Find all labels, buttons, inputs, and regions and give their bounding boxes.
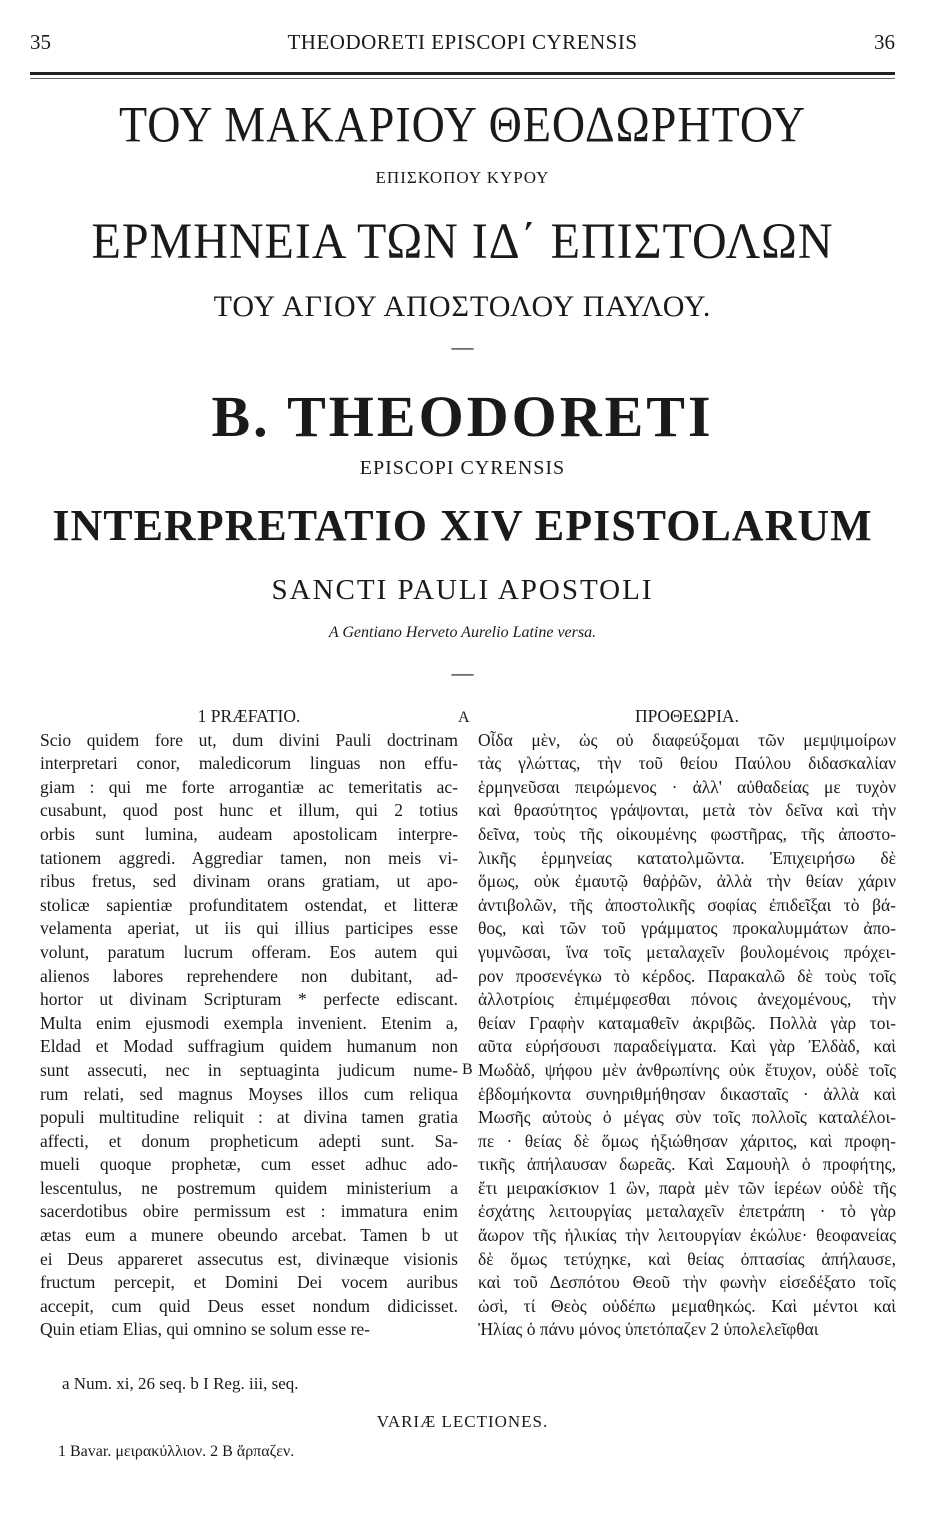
text-line: δὲ ὅμως τετύχηκε, καὶ θείας ὀπτασίας ἀπήλαυσε, xyxy=(478,1248,896,1269)
running-header xyxy=(30,30,895,60)
text-line: ἑβδομήκοντα συνηριθμήθησαν δικασταῖς · ἀλλὰ καὶ xyxy=(478,1083,896,1104)
text-line: volunt, paratum lucrum offeram. Eos autem qui xyxy=(40,941,458,962)
text-line: ætas eum a munere obeundo arcebat. Tamen b ut xyxy=(40,1225,458,1246)
text-line: καὶ τοῦ Δεσπότου Θεοῦ τὴν φωνὴν εἰσεδέξατο τοῖς xyxy=(478,1272,896,1293)
text-line: τὰς γλώττας, τὴν τοῦ θείου Παύλου διδασκαλίαν xyxy=(478,753,896,774)
greek-column xyxy=(478,705,896,1342)
column-heading: 1 PRÆFATIO. xyxy=(197,706,301,726)
text-line: δεῖνα, τοὺς τῆς οἰκουμένης φωστῆρας, τῆς ἀποστο- xyxy=(478,823,896,844)
text-line: Μωσῆς αὐτοὺς ὁ μέγας σὺν τοῖς πολλοῖς καταλέλοι- xyxy=(478,1107,896,1128)
text-line: πε · θείας δὲ ὅμως ἠξιώθησαν χάριτος, καὶ προφη- xyxy=(478,1130,896,1151)
latin-title-line-3: INTERPRETATIO XIV EPISTOLARUM xyxy=(52,501,873,550)
latin-title-line-4: SANCTI PAULI APOSTOLI xyxy=(271,574,654,606)
text-line: Quin etiam Elias, qui omnino se solum esse re- xyxy=(40,1319,371,1340)
text-line: θος, καὶ τῶν τοῦ γράμματος προκαλυμμάτων ἀπο- xyxy=(478,918,896,939)
text-line: ribus fretus, sed divinam orans gratiam, ut apo- xyxy=(40,871,458,892)
header-rule xyxy=(30,72,895,75)
text-line: αῦτα εὑρήσουσι παραδείγματα. Καὶ γὰρ Ἐλδὰδ, καὶ xyxy=(478,1036,896,1057)
running-title: THEODORETI EPISCOPI CYRENSIS xyxy=(287,30,638,54)
column-heading: ΠΡΟΘΕΩΡΙΑ. xyxy=(635,706,739,726)
text-line: Eldad et Modad suffragium quidem humanum non xyxy=(40,1036,458,1057)
text-line: rum relati, sed magnus Moyses illos cum reliqua xyxy=(40,1083,458,1104)
margin-mark-b: B xyxy=(462,1061,473,1078)
text-line: fructum percepit, et Domini Dei vocem auribus xyxy=(40,1272,458,1293)
latin-footnotes: a Num. xi, 26 seq. b I Reg. iii, seq. xyxy=(62,1374,299,1393)
text-line: tationem aggredi. Aggrediar tamen, non meis vi- xyxy=(40,847,458,868)
text-line: mueli quoque prophetæ, cum esset adhuc ado- xyxy=(40,1154,458,1175)
text-line: sunt assecuti, nec in septuaginta judicum nume- xyxy=(40,1059,458,1080)
text-line: interpretari conor, maledicorum linguas non effu- xyxy=(40,753,458,774)
text-line: ἄωρον τῆς ἡλικίας τὴν λειτουργίαν ἐκώλυε· θεοφανείας xyxy=(478,1225,896,1246)
text-line: ἐσχάτης λειτουργίας μεταλαχεῖν ἐπετράπη · τὸ γὰρ xyxy=(478,1201,896,1222)
text-line: ὅμως, οὐκ ἐμαυτῷ θαῤῥῶν, ἀλλὰ τὴν θείαν χάριν xyxy=(478,871,896,892)
latin-column xyxy=(40,705,458,1342)
text-line: sacerdotibus obire permissum est : immatura enim xyxy=(40,1201,458,1222)
text-line: populi multitudine reliquit : at divina tamen gratia xyxy=(40,1107,458,1128)
text-line: ei Deus appareret assecutus est, divinæque visionis xyxy=(40,1248,458,1269)
text-line: λικῆς ἑρμηνείας κατατολμῶντα. Ἐπιχειρήσω δὲ xyxy=(478,847,896,868)
page-number-left: 35 xyxy=(30,30,51,54)
translator-note: A Gentiano Herveto Aurelio Latine versa. xyxy=(328,624,597,641)
text-line: γυμνῶσαι, ἵνα τοῖς μεταλαχεῖν βουλομένοις πρόχει- xyxy=(478,941,896,962)
greek-footnotes: 1 Bavar. μειρακύλλιον. 2 B ἅρπαζεν. xyxy=(58,1443,295,1460)
text-line: θείαν Γραφὴν καταμαθεῖν ἀκριβῶς. Πολλὰ γὰρ τοι- xyxy=(478,1012,896,1033)
greek-title-line-3: ΕΡΜΗΝΕΙΑ ΤΩΝ ΙΔ΄ ΕΠΙΣΤΟΛΩΝ xyxy=(91,213,834,270)
text-line: τικῆς ἀπήλαυσαν δωρεᾶς. Καὶ Σαμουὴλ ὁ προφήτης, xyxy=(478,1154,896,1175)
text-line: Scio quidem fore ut, dum divini Pauli doctrinam xyxy=(40,729,458,750)
text-line: ἀλλοτρίοις ἐπιμέμφεσθαι πόνοις ἀνεχομένους, τὴν xyxy=(478,989,896,1010)
text-line: Multa enim ejusmodi exempla invenient. Etenim a, xyxy=(40,1012,458,1033)
variae-lectiones-heading: VARIÆ LECTIONES. xyxy=(376,1412,549,1431)
text-line: ὠσὶ, τί Θεὸς οὐδέπω μεμαθηκώς. Καὶ μέντοι καὶ xyxy=(478,1295,896,1316)
latin-title-line-1: B. THEODORETI xyxy=(211,384,714,449)
latin-title-line-2: EPISCOPI CYRENSIS xyxy=(359,457,566,479)
text-line: ρον προσενέγκω τὸ κέρδος. Παρακαλῶ δὲ τοὺς τοῖς xyxy=(478,965,896,986)
greek-title-line-1: ΤΟΥ ΜΑΚΑΡΙΟΥ ΘΕΟΔΩΡΗΤΟΥ xyxy=(119,96,806,153)
text-line: lescentulus, ne postremum quidem ministerium a xyxy=(40,1177,458,1198)
header-rule-thin xyxy=(30,78,895,79)
text-line: Μωδὰδ, ψήφου μὲν ἀνθρωπίνης οὐκ ἔτυχον, οὐδὲ τοῖς xyxy=(478,1059,896,1080)
title-separator: — xyxy=(451,334,474,359)
text-line: Ἠλίας ὁ πάνυ μόνος ὑπετόπαζεν 2 ὑπολελεῖφθαι xyxy=(478,1319,819,1340)
page-number-right: 36 xyxy=(874,30,895,54)
text-line: Οἶδα μὲν, ὡς οὐ διαφεύξομαι τῶν μεμψιμοίρων xyxy=(478,729,896,750)
text-line: ἔτι μειρακίσκιον 1 ὢν, παρὰ μὲν τῶν ἱερέων οὐδὲ τῆς xyxy=(478,1177,896,1198)
text-line: καὶ θρασύτητος γράψονται, μετὰ τὸν δεῖνα καὶ τὴν xyxy=(478,800,896,821)
text-line: accepit, cum quid Deus esset nondum didicisset. xyxy=(40,1295,458,1316)
text-line: stolicæ sapientiæ profunditatem ostendat, et litteræ xyxy=(40,894,458,915)
greek-title-line-4: ΤΟΥ ΑΓΙΟΥ ΑΠΟΣΤΟΛΟΥ ΠΑΥΛΟΥ. xyxy=(213,290,712,323)
text-line: ἑρμηνεῦσαι πειρώμενος · ἀλλ' αὐθαδείας με τυχὸν xyxy=(478,776,896,797)
margin-mark-a: A xyxy=(458,709,470,726)
text-line: affecti, et donum propheticum adepti sunt. Sa- xyxy=(40,1130,458,1151)
text-line: hortor ut divinam Scripturam * perfecte ediscant. xyxy=(40,989,458,1010)
text-line: velamenta aperiat, ut iis qui illius participes esse xyxy=(40,918,458,939)
greek-title-line-2: ΕΠΙΣΚΟΠΟΥ ΚΥΡΟΥ xyxy=(375,168,550,187)
text-line: orbis sunt lumina, audeam apostolicam interpre- xyxy=(40,823,458,844)
text-line: alienos labores reprehendere non dubitant, ad- xyxy=(40,965,458,986)
text-line: ἀντιβολῶν, τῆς ἀποστολικῆς σοφίας ἐπιδεῖξαι τὸ βά- xyxy=(478,894,896,915)
title-separator-2: — xyxy=(451,660,474,685)
text-line: giam : qui me forte arrogantiæ ac temeritatis ac- xyxy=(40,776,458,797)
text-line: cusabunt, quod post hunc et illum, qui 2 totius xyxy=(40,800,458,821)
